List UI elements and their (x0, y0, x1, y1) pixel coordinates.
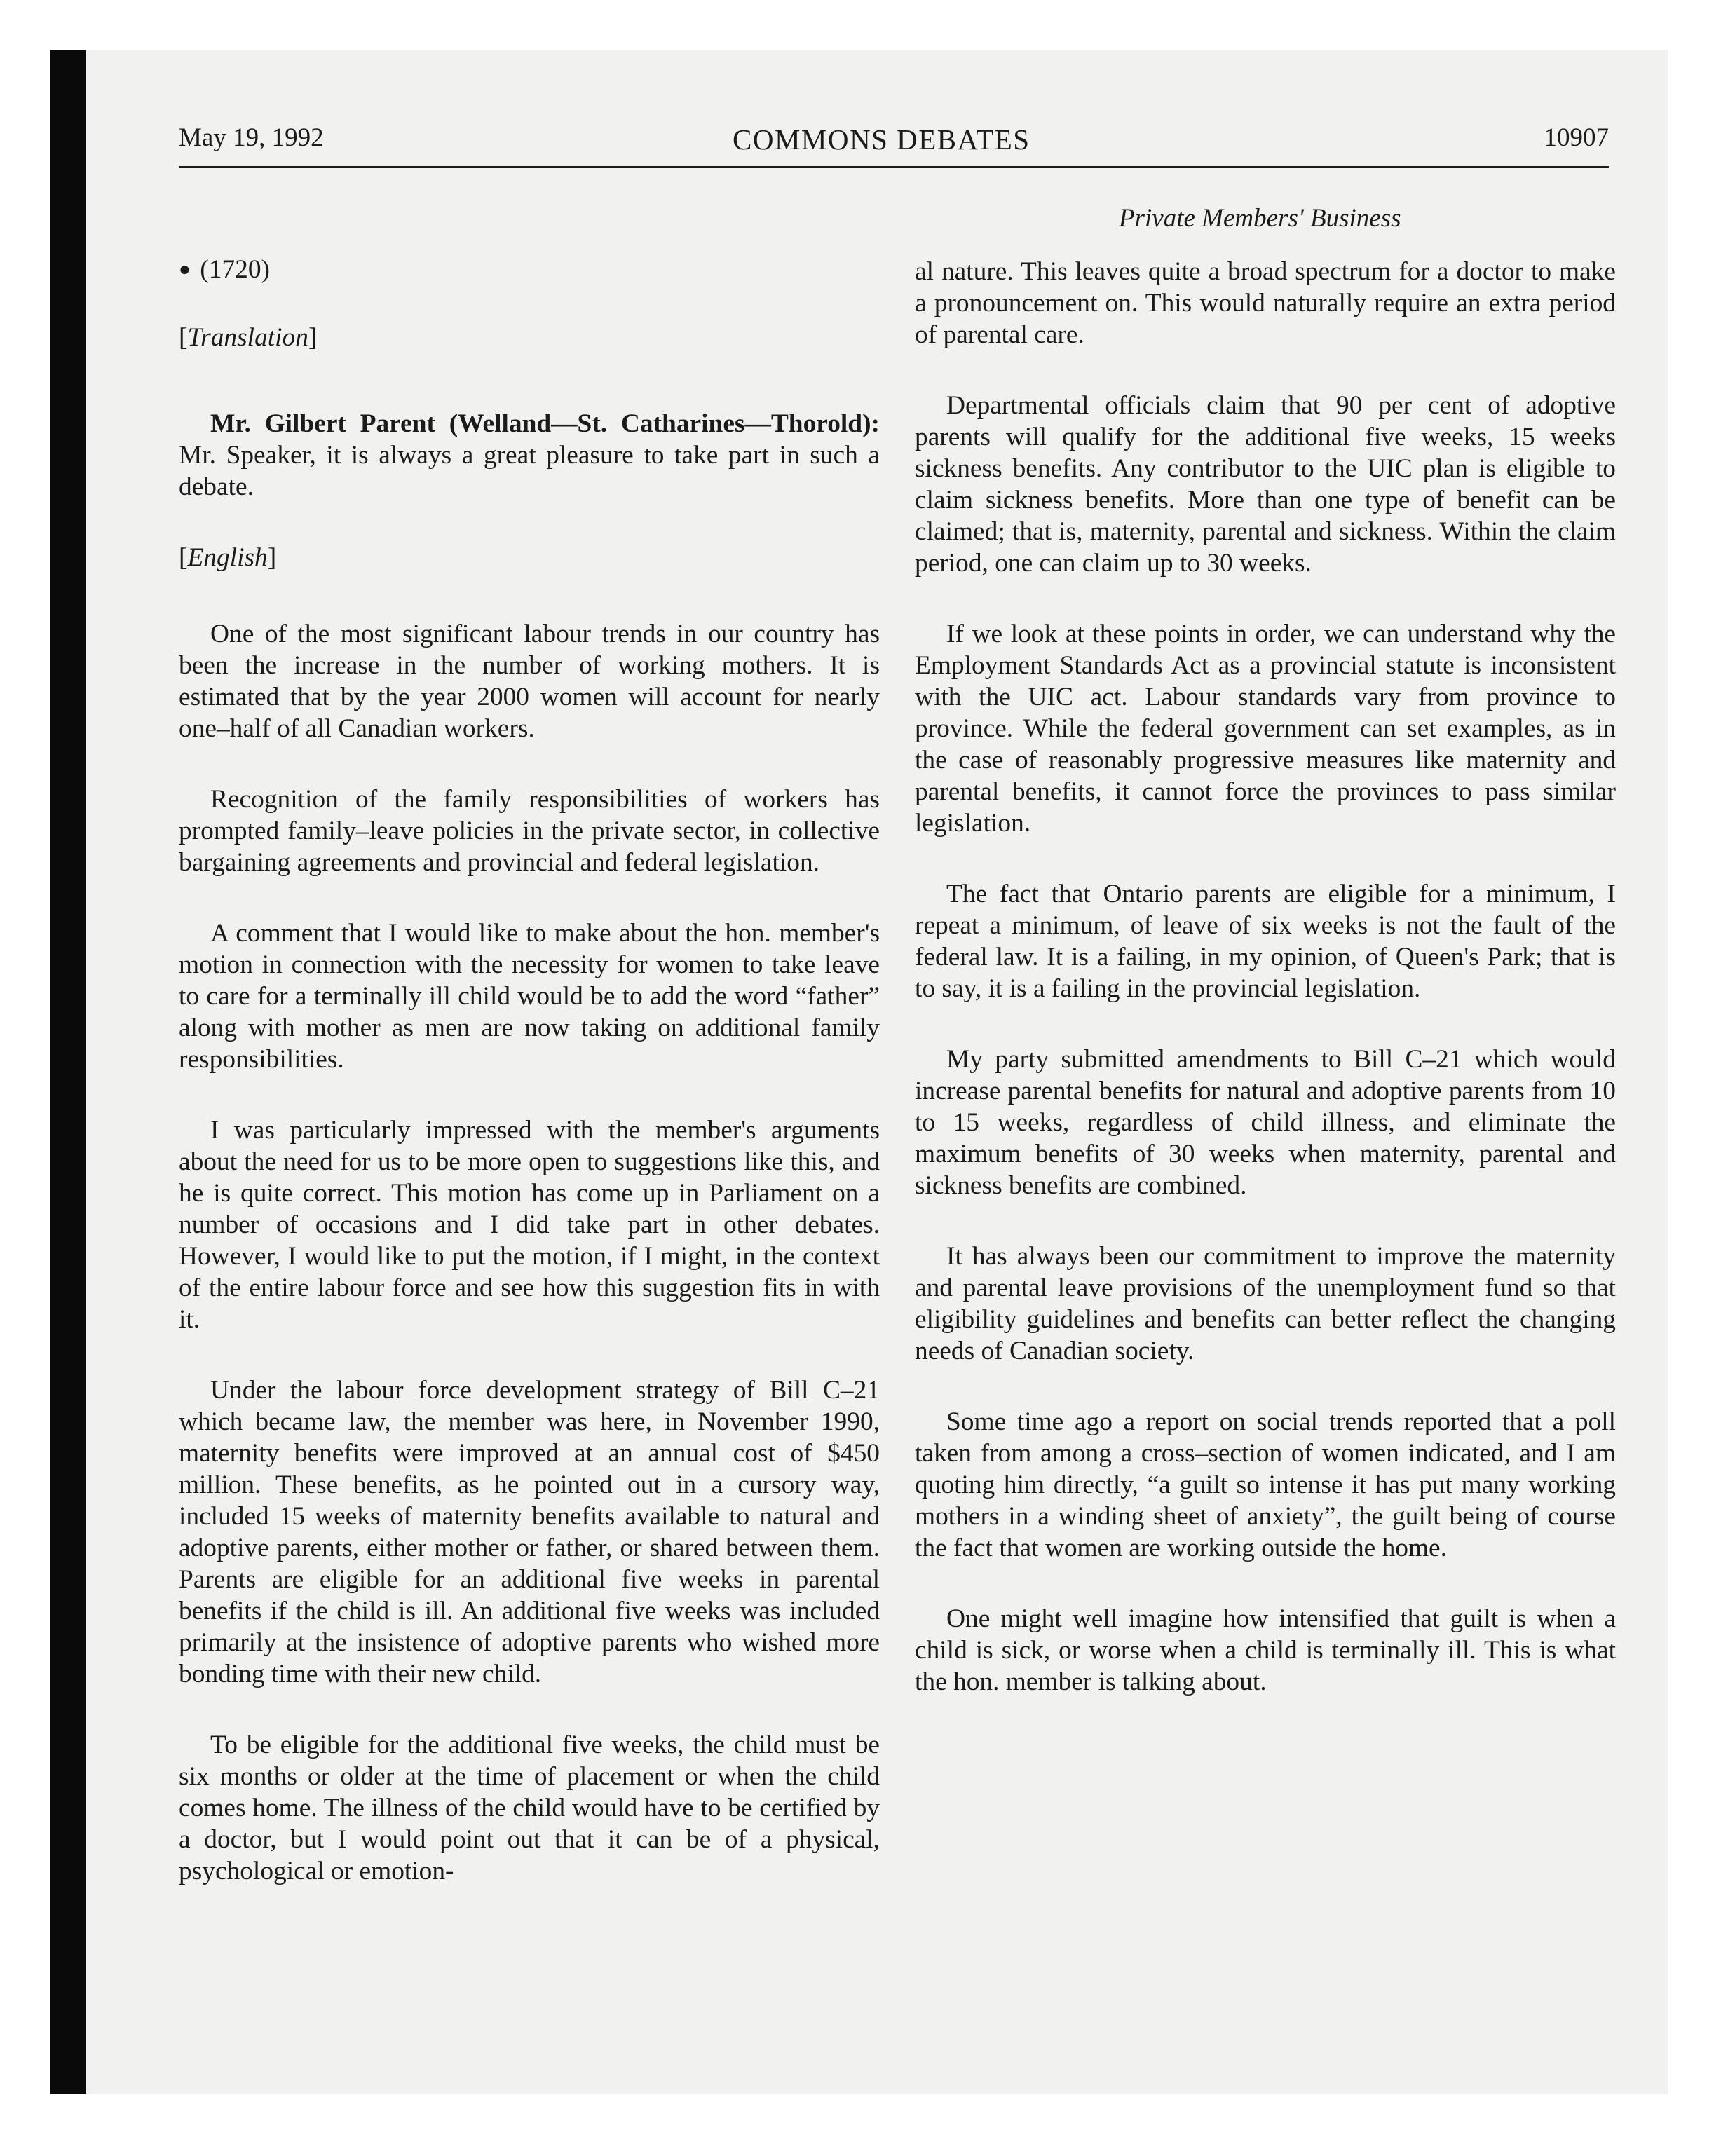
binding-shadow (50, 50, 86, 2094)
header-date: May 19, 1992 (179, 123, 324, 152)
speaker-name: Mr. Gilbert Parent (Welland—St. Catharines—Thorold): (210, 409, 880, 438)
paragraph: Departmental officials claim that 90 per cent of adoptive parents will qualify for the additional five weeks, 15 weeks sickness benefits. Any contributor to the UIC plan is eligible to claim sickness benefits. More than one type of benefit can be claimed; that is, maternity, parental and sickness. Within the claim period, one can claim up to 30 weeks. (915, 391, 1616, 578)
english-tag: [English] (179, 543, 277, 572)
right-column (915, 256, 1616, 1737)
paragraph: My party submitted amendments to Bill C–21 which would increase parental benefits for natural and adoptive parents from 10 to 15 weeks, regardless of child illness, and eliminate the maximum benefits of 30 weeks when maternity, parental and sickness benefits are combined. (915, 1045, 1616, 1200)
paragraph: One of the most significant labour trends in our country has been the increase in the number of working mothers. It is estimated that by the year 2000 women will account for nearly one–half of all Canadian workers. (179, 620, 880, 743)
time-marker: ● (1720) (179, 255, 270, 284)
paragraph: It has always been our commitment to improve the maternity and parental leave provisions of the unemployment fund so that eligibility guidelines and benefits can better reflect the changing needs of Canadian society. (915, 1242, 1616, 1365)
paragraph: Recognition of the family responsibilities of workers has prompted family–leave policies in the private sector, in collective bargaining agreements and provincial and federal legislation. (179, 785, 880, 877)
continued-paragraph: al nature. This leaves quite a broad spectrum for a doctor to make a pronouncement on. This would naturally require an extra period of parental care. (915, 257, 1616, 349)
paragraph: Under the labour force development strategy of Bill C–21 which became law, the member was here, in November 1990, maternity benefits were improved at an annual cost of $450 million. These benefits, as he pointed out in a cursory way, included 15 weeks of maternity benefits available to natural and adoptive parents, either mother or father, or shared between them. Parents are eligible for an additional five weeks in parental benefits if the child is ill. An additional five weeks was included primarily at the insistence of adoptive parents who wished more bonding time with their new child. (179, 1376, 880, 1688)
paragraph: The fact that Ontario parents are eligible for a minimum, I repeat a minimum, of leave of six weeks is not the fault of the federal law. It is a failing, in my opinion, of Queen's Park; that is to say, it is a failing in the provincial legislation. (915, 880, 1616, 1003)
paragraph: A comment that I would like to make about the hon. member's motion in connection with the necessity for women to take leave to care for a terminally ill child would be to add the word “father” along with mother as men are now taking on additional family responsibilities. (179, 919, 880, 1074)
speaker-paragraph (179, 408, 880, 503)
publication-title: COMMONS DEBATES (733, 123, 1030, 156)
paragraph: I was particularly impressed with the member's arguments about the need for us to be more open to suggestions like this, and he is quite correct. This motion has come up in Parliament on a number of occasions and I did take part in other debates. However, I would like to put the motion, if I might, in the context of the entire labour force and see how this suggestion fits in with it. (179, 1116, 880, 1334)
left-column (179, 254, 880, 1926)
header-divider (179, 166, 1609, 168)
speaker-remark: Mr. Speaker, it is always a great pleasure to take part in such a debate. (179, 441, 880, 501)
paragraph: To be eligible for the additional five weeks, the child must be six months or older at the time of placement or when the child comes home. The illness of the child would have to be certified by a doctor, but I would point out that it can be of a physical, psychological or emotion- (179, 1731, 880, 1885)
page-number: 10907 (1544, 123, 1609, 152)
paragraph: If we look at these points in order, we can understand why the Employment Standards Act as a provincial statute is inconsistent with the UIC act. Labour standards vary from province to province. While the federal government can set examples, as in the case of reasonably progressive measures like maternity and parental benefits, it cannot force the provinces to pass similar legislation. (915, 620, 1616, 838)
translation-tag: [Translation] (179, 323, 318, 352)
paragraph: One might well imagine how intensified that guilt is when a child is sick, or worse when a child is terminally ill. This is what the hon. member is talking about. (915, 1604, 1616, 1696)
section-label: Private Members' Business (1119, 204, 1401, 233)
bullet-icon: ● (179, 259, 191, 280)
paragraph: Some time ago a report on social trends reported that a poll taken from among a cross–section of women indicated, and I am quoting him directly, “a guilt so intense it has put many working mothers in a winding sheet of anxiety”, the guilt being of course the fact that women are working outside the home. (915, 1407, 1616, 1562)
